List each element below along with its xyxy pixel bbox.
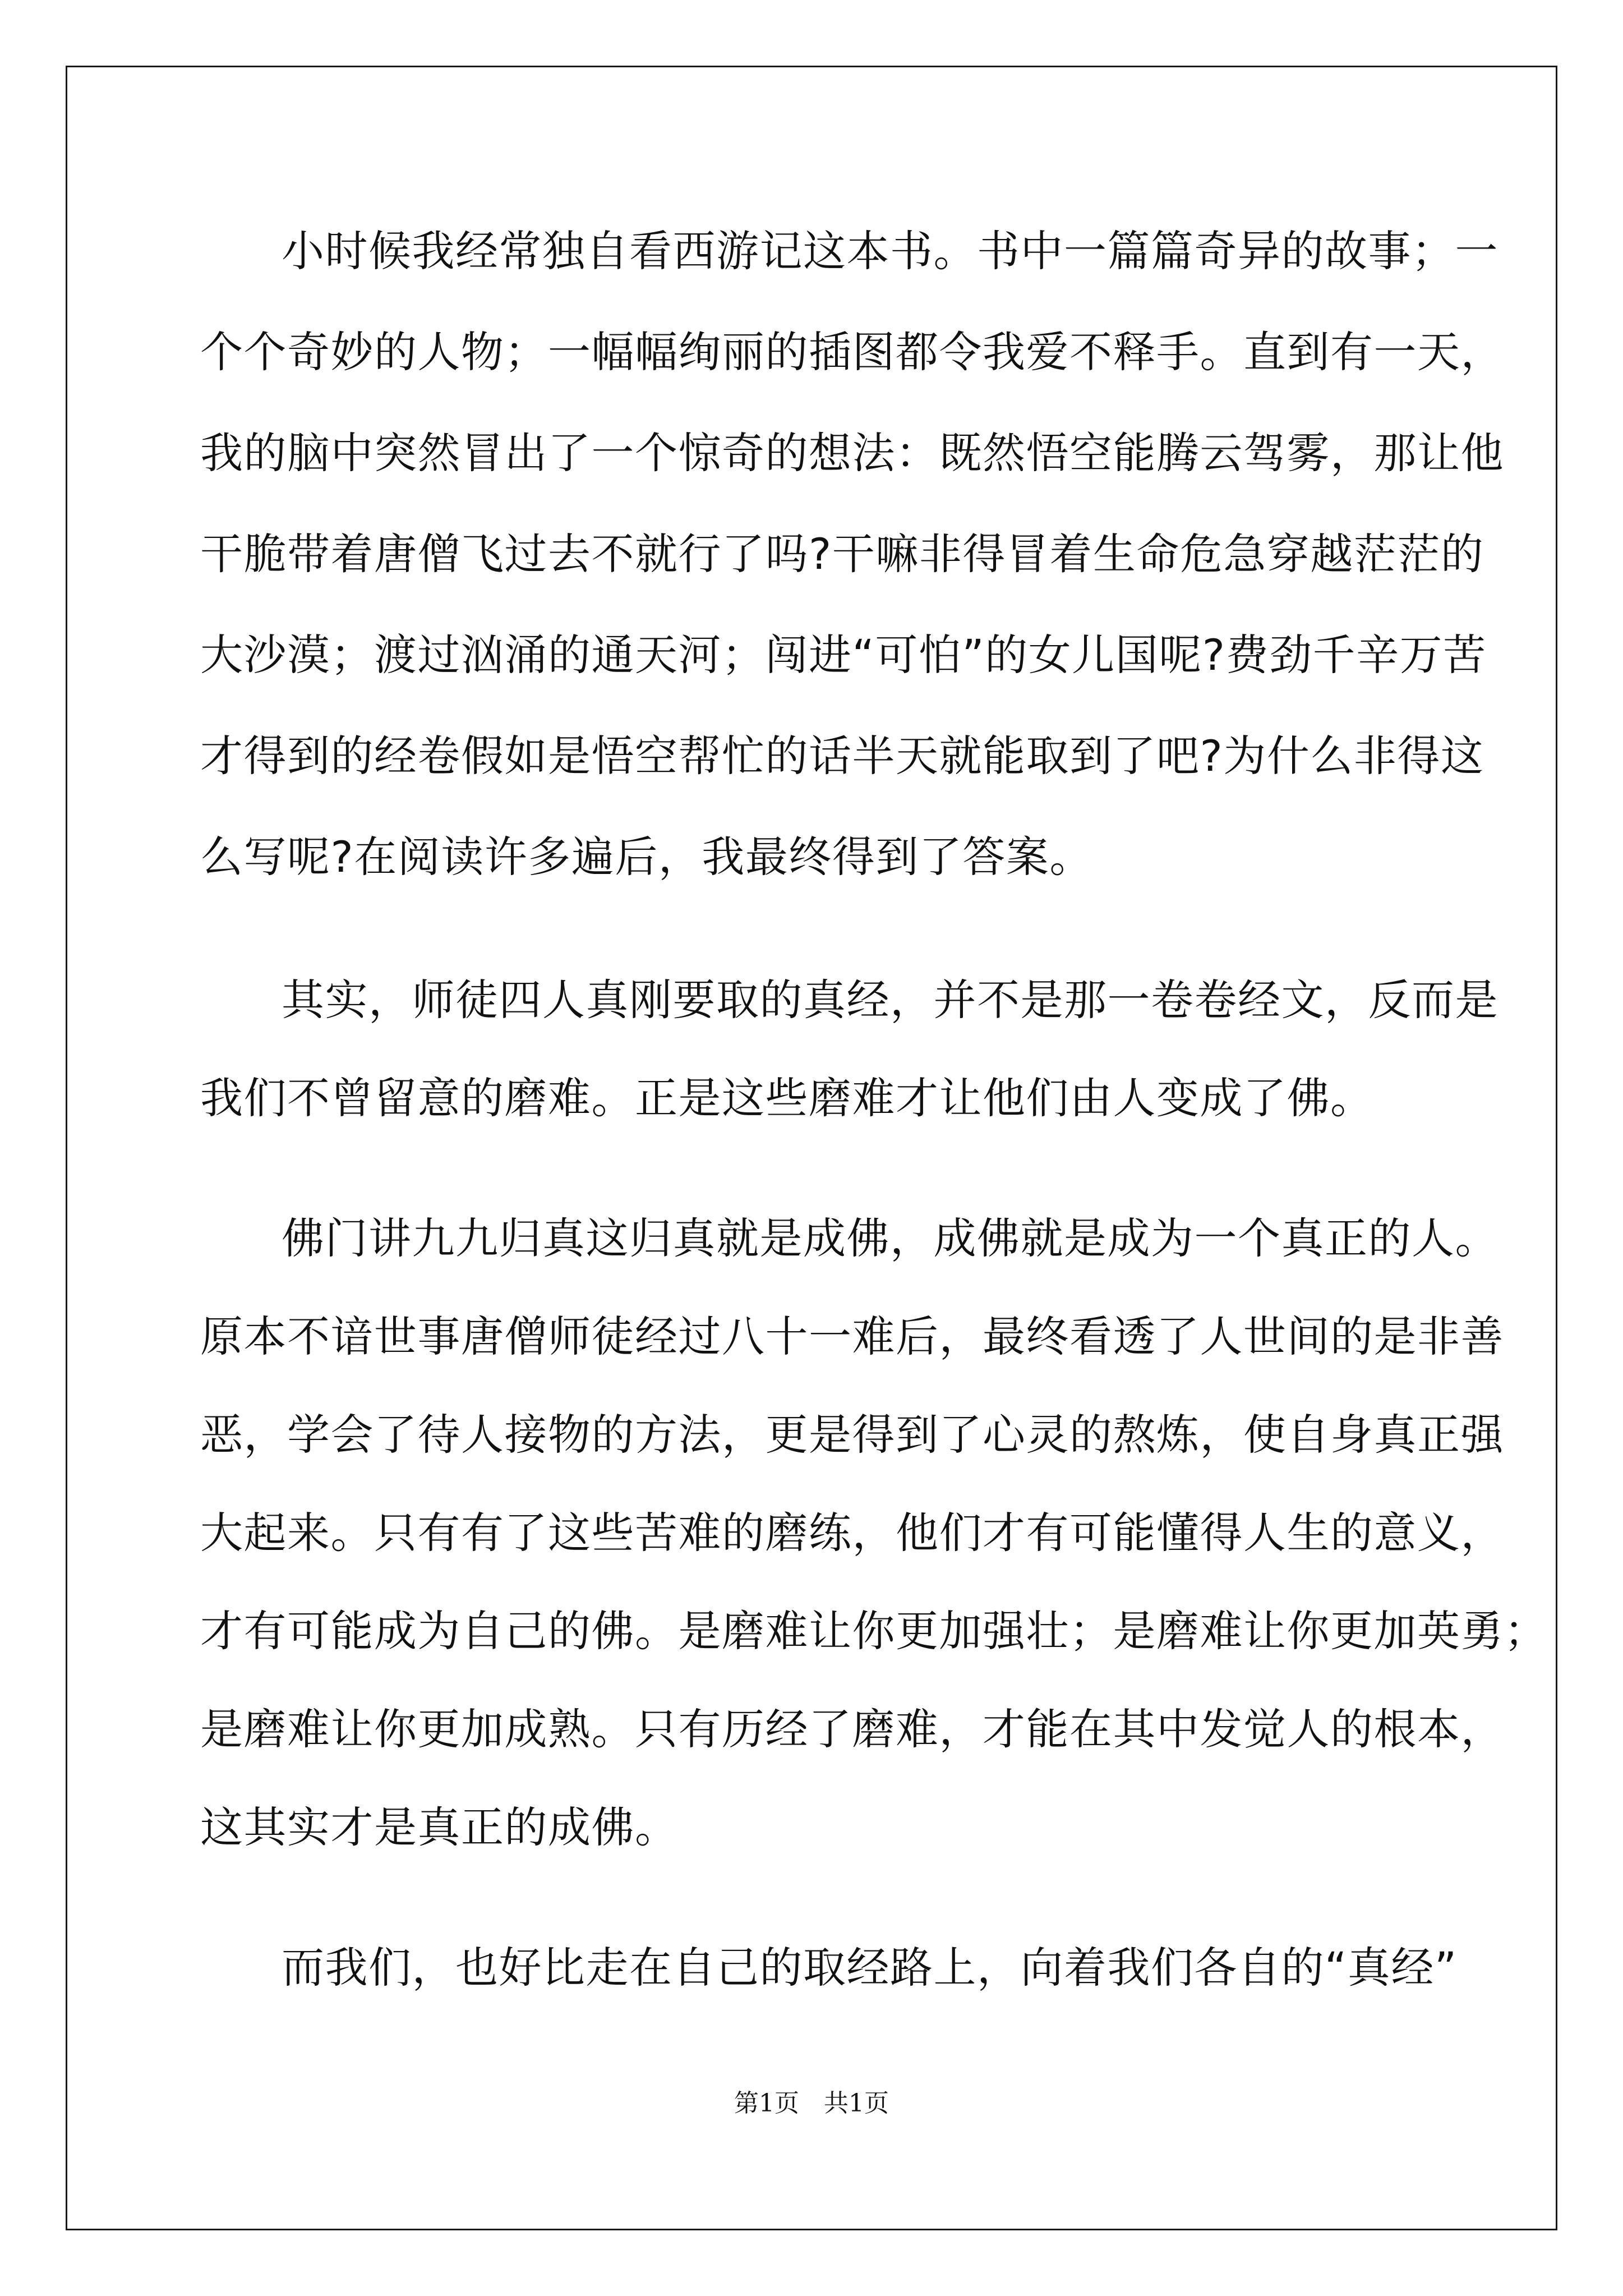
- text-line: 么写呢?在阅读许多遍后，我最终得到了答案。: [200, 832, 1093, 882]
- text-line: 个个奇妙的人物；一幅幅绚丽的插图都令我爱不释手。直到有一天，: [200, 327, 1504, 377]
- text-line: 大起来。只有有了这些苦难的磨练，他们才有可能懂得人生的意义，: [200, 1508, 1504, 1558]
- page-border: [66, 66, 1557, 2230]
- text-line: 才得到的经卷假如是悟空帮忙的话半天就能取到了吧?为什么非得这: [200, 731, 1484, 781]
- text-line: 其实，师徒四人真刚要取的真经，并不是那一卷卷经文，反而是: [282, 975, 1498, 1025]
- text-line: 我的脑中突然冒出了一个惊奇的想法：既然悟空能腾云驾雾，那让他: [200, 428, 1504, 478]
- text-line: 才有可能成为自己的佛。是磨难让你更加强壮；是磨难让你更加英勇；: [200, 1606, 1548, 1656]
- text-line: 大沙漠；渡过汹涌的通天河；闯进“可怕”的女儿国呢?费劲千辛万苦: [200, 630, 1487, 680]
- page-footer: 第1页 共1页: [734, 2089, 889, 2118]
- text-line: 是磨难让你更加成熟。只有历经了磨难，才能在其中发觉人的根本，: [200, 1704, 1504, 1754]
- text-line: 这其实才是真正的成佛。: [200, 1802, 679, 1852]
- text-line: 佛门讲九九归真这归真就是成佛，成佛就是成为一个真正的人。: [282, 1213, 1498, 1263]
- text-line: 而我们，也好比走在自己的取经路上，向着我们各自的“真经”: [282, 1943, 1458, 1993]
- text-line: 恶，学会了待人接物的方法，更是得到了心灵的熬炼，使自身真正强: [200, 1410, 1504, 1460]
- text-line: 我们不曾留意的磨难。正是这些磨难才让他们由人变成了佛。: [200, 1073, 1374, 1123]
- text-line: 小时候我经常独自看西游记这本书。书中一篇篇奇异的故事；一: [282, 226, 1498, 276]
- text-line: 干脆带着唐僧飞过去不就行了吗?干嘛非得冒着生命危急穿越茫茫的: [200, 529, 1484, 579]
- text-line: 原本不谙世事唐僧师徒经过八十一难后，最终看透了人世间的是非善: [200, 1312, 1504, 1361]
